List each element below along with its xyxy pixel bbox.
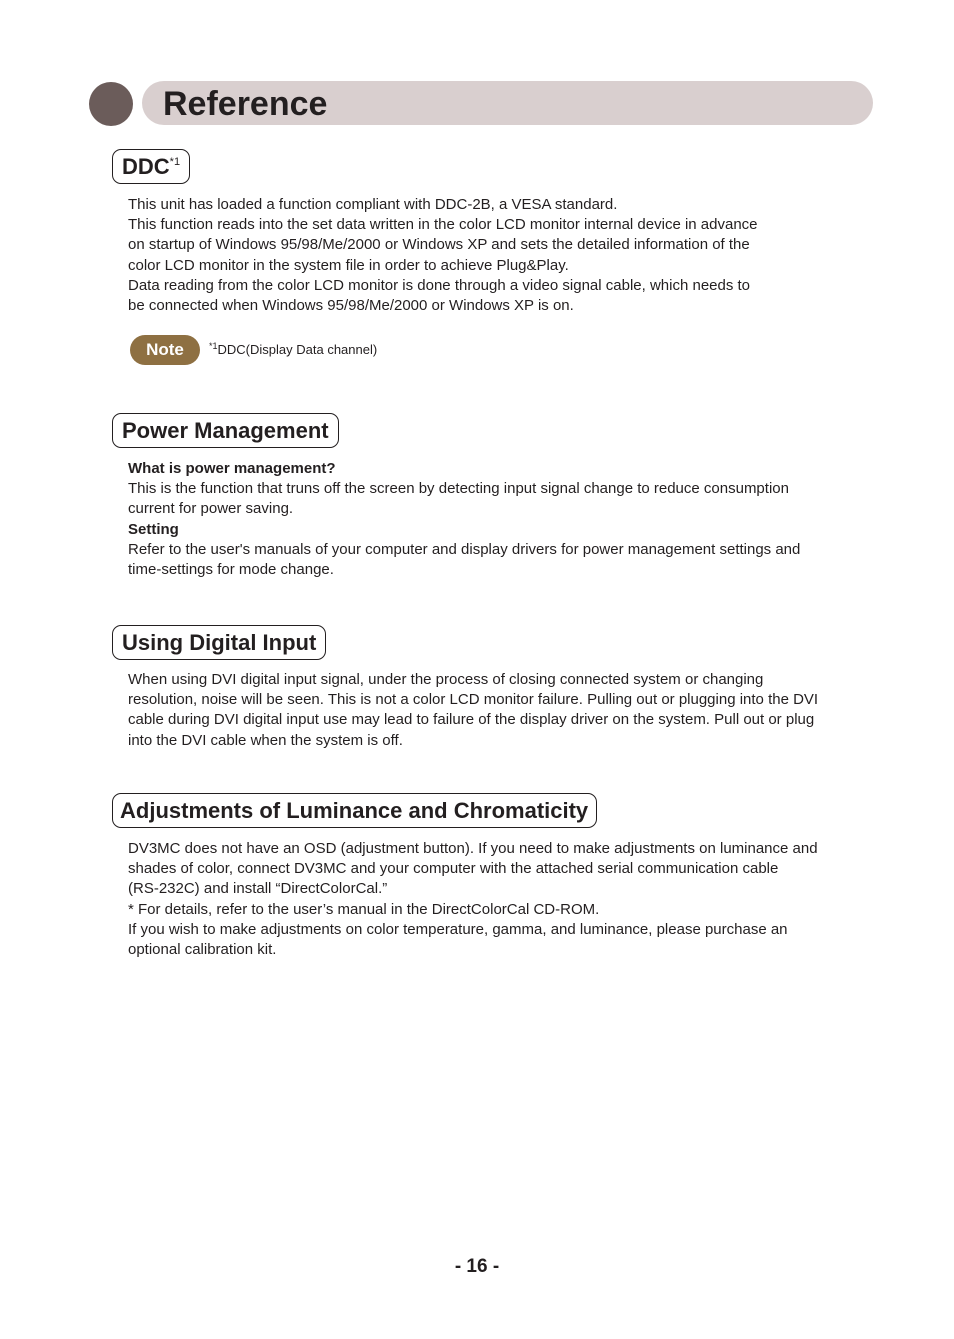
digital-line: resolution, noise will be seen. This is not a color LCD monitor failure. Pulling out or plugging into the DVI [128,691,819,709]
note-footnote-text: DDC(Display Data channel) [217,342,378,357]
note-footnote-mark: *1 [209,341,218,351]
note-footnote [209,341,377,359]
adjust-line: (RS-232C) and install “DirectColorCal.” [128,880,388,898]
power-setting-label: Setting [128,520,179,538]
adjust-line: DV3MC does not have an OSD (adjustment button). If you need to make adjustments on luminance and [128,840,818,857]
adjust-line: optional calibration kit. [128,941,277,959]
adjust-line: shades of color, connect DV3MC and your computer with the attached serial communication cable [128,860,779,878]
ddc-line: be connected when Windows 95/98/Me/2000 or Windows XP is on. [128,297,574,315]
digital-line: cable during DVI digital input use may lead to failure of the display driver on the system. Pull out or plug [128,711,815,729]
power-body [128,459,800,580]
ddc-line: This function reads into the set data written in the color LCD monitor internal device in advance [128,216,758,234]
ddc-line: color LCD monitor in the system file in order to achieve Plug&Play. [128,256,569,274]
power-line: Refer to the user's manuals of your computer and display drivers for power management settings and [128,540,801,558]
power-line: This is the function that truns off the screen by detecting input signal change to reduce consumption [128,480,789,498]
power-question-label: What is power management? [128,460,336,477]
adjust-line: If you wish to make adjustments on color temperature, gamma, and luminance, please purchase an [128,920,788,938]
page-title: Reference [163,85,328,123]
header-circle-decoration [89,82,133,126]
section-heading-digital-input: Using Digital Input [112,625,326,660]
ddc-line: on startup of Windows 95/98/Me/2000 or Windows XP and sets the detailed information of the [128,236,750,254]
ddc-line: This unit has loaded a function compliant with DDC-2B, a VESA standard. [128,196,618,213]
power-line: time-settings for mode change. [128,561,334,579]
ddc-line: Data reading from the color LCD monitor is done through a video signal cable, which needs to [128,276,751,294]
digital-line: into the DVI cable when the system is off. [128,731,403,749]
ddc-body [128,195,758,316]
digital-body [128,670,818,751]
adjust-body [128,839,818,960]
ddc-heading-text: DDC [122,154,170,179]
ddc-heading-footnote-mark: *1 [169,156,181,168]
section-heading-power-management: Power Management [112,413,339,448]
page-number: - 16 - [454,1256,500,1277]
adjust-line: * For details, refer to the user’s manual in the DirectColorCal CD-ROM. [128,900,600,918]
power-line: current for power saving. [128,500,294,518]
section-heading-adjustments: Adjustments of Luminance and Chromaticity [112,793,597,828]
digital-line: When using DVI digital input signal, under the process of closing connected system or changing [128,671,764,688]
section-heading-ddc [112,149,190,184]
note-badge: Note [130,335,200,365]
